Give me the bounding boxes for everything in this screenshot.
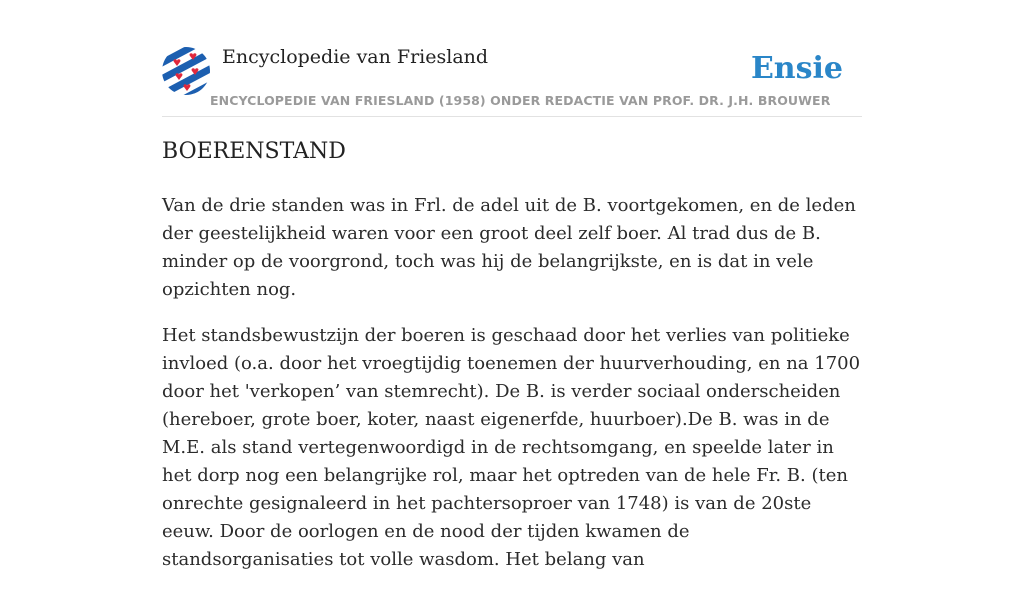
article-title: BOERENSTAND xyxy=(162,139,346,164)
article-paragraph: Het standsbewustzijn der boeren is geschaad door het verlies van politieke invloed (o.a. door het vroegtijdig toenemen der huurverhouding, en na 1700 door het 'verkopen’ van stemrecht). De B. is verder sociaal onderscheiden (hereboer, grote boer, koter, naast eigenerfde, huurboer).De B. was in de M.E. als stand vertegenwoordigd in de rechtsomgang, en speelde later in het dorp nog een belangrijke rol, maar het optreden van de hele Fr. B. (ten onrechte gesignaleerd in het pachtersoproer van 1748) is van de 20ste eeuw. Door de oorlogen en de nood der tijden kwamen de standsorganisaties tot volle wasdom. Het belang van xyxy=(162,325,861,570)
site-header xyxy=(162,46,862,117)
site-subtitle: ENCYCLOPEDIE VAN FRIESLAND (1958) ONDER REDACTIE VAN PROF. DR. J.H. BROUWER xyxy=(210,93,831,108)
site-title[interactable]: Encyclopedie van Friesland xyxy=(222,46,489,68)
brand-logo[interactable]: Ensie xyxy=(750,51,843,86)
article-paragraph: Van de drie standen was in Frl. de adel uit de B. voortgekomen, en de leden der geestelijkheid waren voor een groot deel zelf boer. Al trad dus de B. minder op de voorgrond, toch was hij de belangrijkste, en is dat in vele opzichten nog. xyxy=(162,195,856,300)
frisian-flag-icon[interactable] xyxy=(162,47,210,95)
article-body xyxy=(162,192,862,592)
